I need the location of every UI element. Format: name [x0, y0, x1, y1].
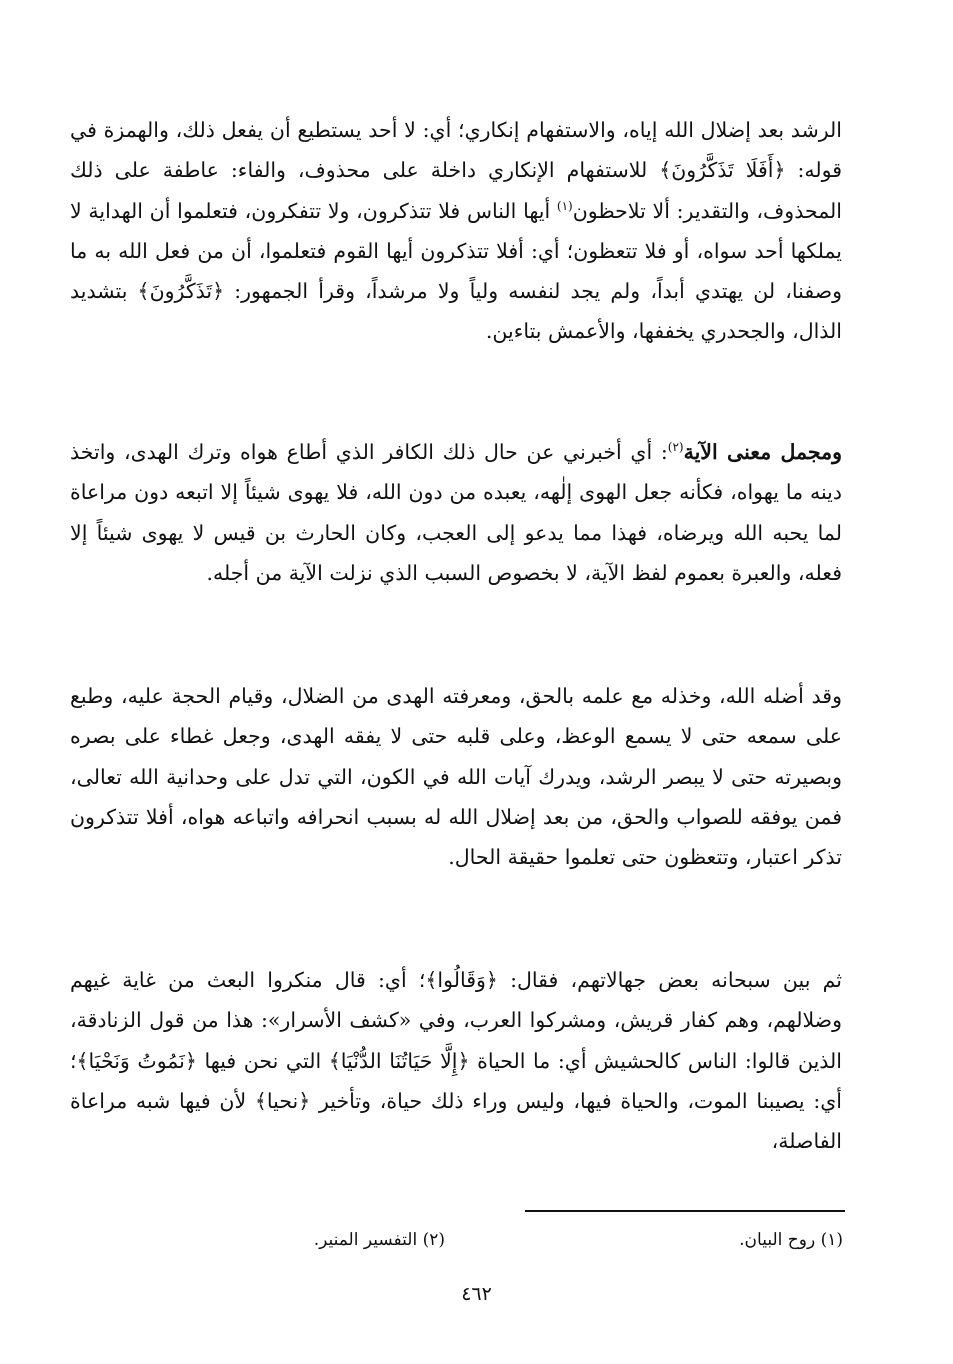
- paragraph-1: [70, 110, 842, 352]
- text-block-p3: [70, 676, 842, 877]
- paragraph-3: وقد أضله الله، وخذله مع علمه بالحق، ومعرفته الهدى من الضلال، وقيام الحجة عليه، وطبع على سمعه حتى لا يسمع الوعظ، وعلى قلبه حتى لا يفقه الهدى، وجعل غطاء على بصره وبصيرته حتى لا يبصر الرشد، ويدرك آيات الله في الكون، التي تدل على وحدانية الله تعالى، فمن يوفقه للصواب والحق، من بعد إضلال الله له بسبب انحرافه واتباعه هواه، أفلا تتذكرون تذكر اعتبار، وتتعظون حتى تعلموا حقيقة الحال.: [70, 684, 842, 870]
- paragraph-2-lead: ومجمل معنى الآية: [683, 440, 842, 464]
- footnote-2: (٢) التفسير المنير.: [313, 1230, 445, 1250]
- footnote-marker-1: (١): [556, 198, 573, 213]
- footnote-separator: [525, 1210, 845, 1212]
- paragraph-2: [70, 432, 842, 593]
- paragraph-1-part-a: الرشد بعد إضلال الله إياه، والاستفهام إنكاري؛ أي: لا أحد يستطيع أن يفعل ذلك، والهمزة في قوله: ﴿أَفَلَا تَذَكَّرُونَ﴾ للاستفهام الإنكاري داخلة على محذوف، والفاء: عاطفة على ذلك المحذوف، والتقدير: ألا تلاحظون: [70, 118, 842, 223]
- text-block-p4: [70, 960, 842, 1161]
- footnote-marker-2: (٢): [667, 440, 684, 455]
- text-block-p2: [70, 432, 842, 593]
- footnote-1: (١) روح البيان.: [739, 1230, 843, 1250]
- paragraph-4: ثم بين سبحانه بعض جهالاتهم، فقال: ﴿وَقَالُوا﴾؛ أي: قال منكروا البعث من غاية غيهم وضلالهم، وهم كفار قريش، ومشركوا العرب، وفي «كشف الأسرار»: هذا من قول الزنادقة، الذين قالوا: الناس كالحشيش أي: ما الحياة ﴿إِلَّا حَيَاتُنَا الدُّنْيَا﴾ التي نحن فيها ﴿نَمُوتُ وَنَحْيَا﴾؛ أي: يصيبنا الموت، والحياة فيها، وليس وراء ذلك حياة، وتأخير ﴿نحيا﴾ لأن فيها شبه مراعاة الفاصلة،: [70, 968, 842, 1154]
- page-number: ٤٦٢: [461, 1283, 492, 1305]
- paragraph-1-part-b: أيها الناس فلا تتذكرون، ولا تتفكرون، فتعلموا أن الهداية لا يملكها أحد سواه، أو فلا تتعظون؛ أي: أفلا تتذكرون أيها القوم فتعلموا، أن من فعل الله به ما وصفنا، لن يهتدي أبداً، ولم يجد لنفسه ولياً ولا مرشداً، وقرأ الجمهور: ﴿تَذَكَّرُونَ﴾ بتشديد الذال، والجحدري يخففها، والأعمش بتاءين.: [70, 198, 842, 344]
- paragraph-2-body: : أي أخبرني عن حال ذلك الكافر الذي أطاع هواه وترك الهدى، واتخذ دينه ما يهواه، فكأنه جعل الهوى إلٰهه، يعبده من دون الله، فلا يهوى شيئاً إلا اتبعه دون مراعاة لما يحبه الله ويرضاه، فهذا مما يدعو إلى العجب، وكان الحارث بن قيس لا يهوى شيئاً إلا فعله، والعبرة بعموم لفظ الآية، لا بخصوص السبب الذي نزلت الآية من أجله.: [70, 440, 842, 585]
- text-block-upper: [70, 110, 842, 352]
